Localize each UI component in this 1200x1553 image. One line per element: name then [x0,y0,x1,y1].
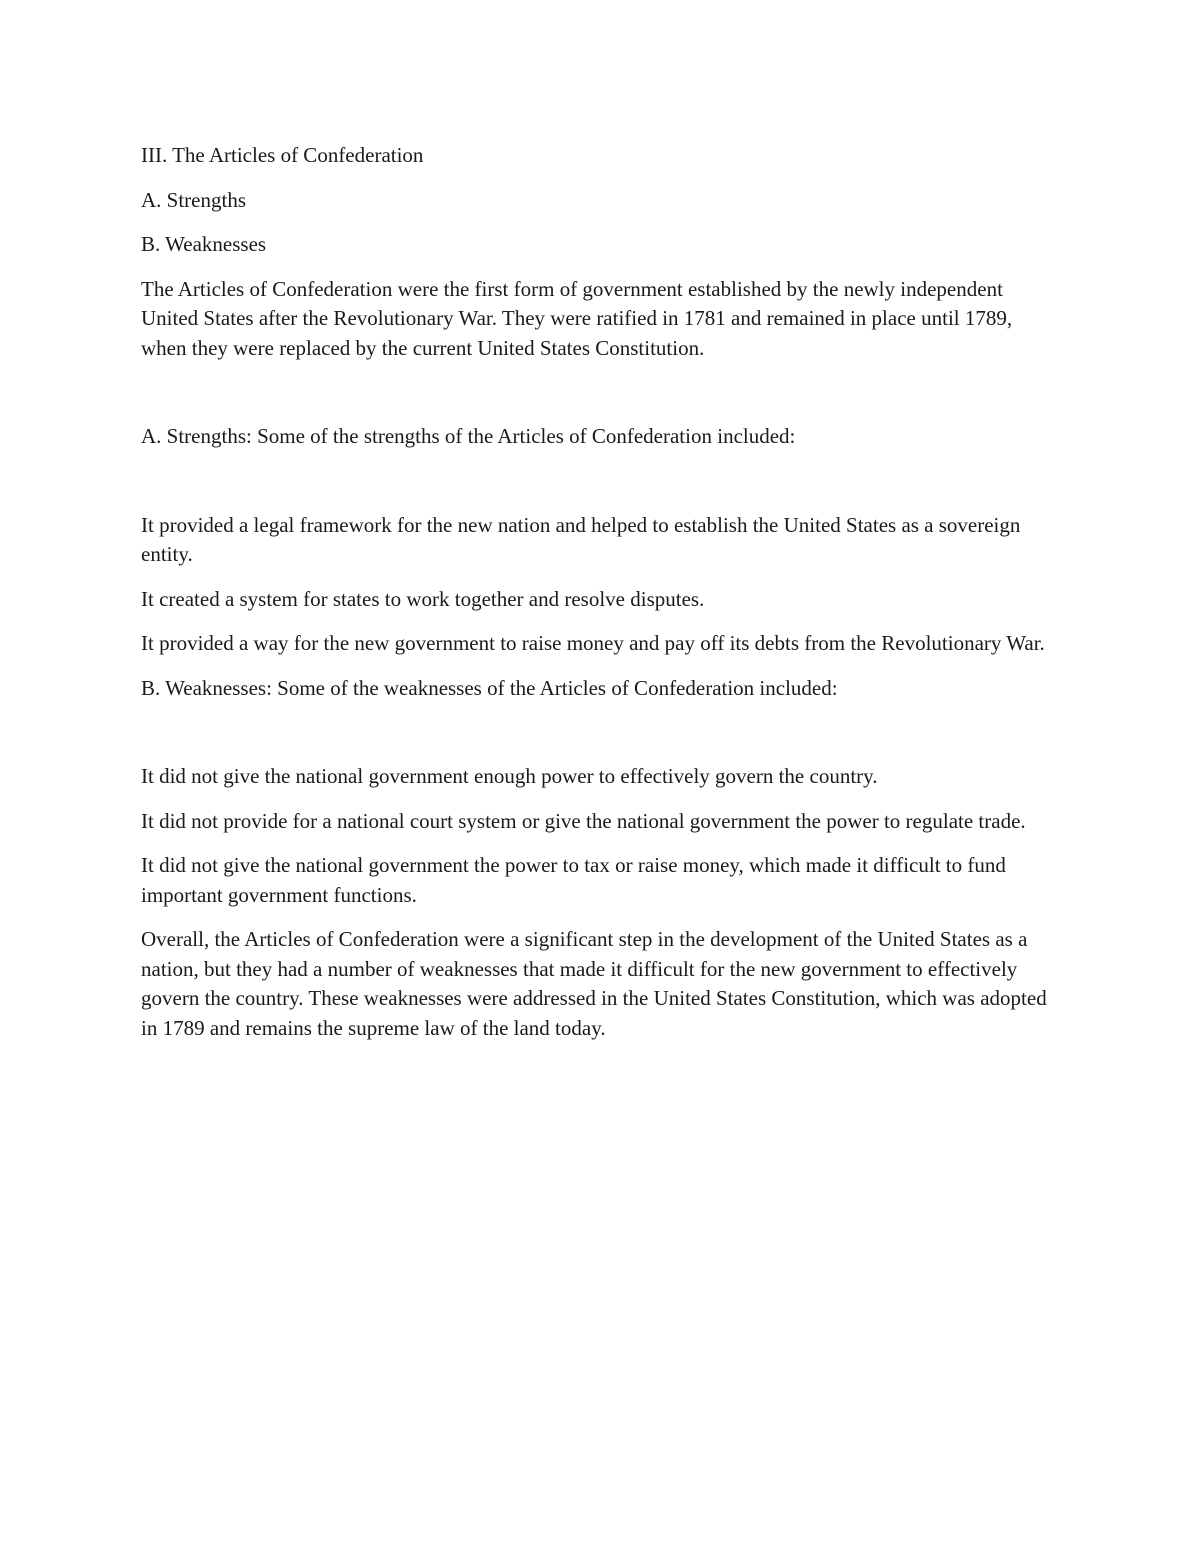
weakness-item: It did not provide for a national court system or give the national government the power to regulate trade. [141,808,1026,833]
document-body [141,141,1061,1058]
conclusion-paragraph: Overall, the Articles of Confederation were a significant step in the development of the United States as a nation, but they had a number of weaknesses that made it difficult for the new government to effectively govern the country. These weaknesses were addressed in the United States Constitution, which was adopted in 1789 and remains the supreme law of the land today. [141,927,1047,1040]
weakness-item: It did not give the national government the power to tax or raise money, which made it difficult to fund important government functions. [141,853,1006,907]
intro-paragraph: The Articles of Confederation were the first form of government established by the newly independent United States after the Revolutionary War. They were ratified in 1781 and remained in place until 1789, when they were replaced by the current United States Constitution. [141,276,1013,360]
strength-item: It provided a legal framework for the new nation and helped to establish the United States as a sovereign entity. [141,512,1021,566]
section-heading: III. The Articles of Confederation [141,143,424,167]
strength-item: It created a system for states to work together and resolve disputes. [141,586,705,611]
weaknesses-heading: B. Weaknesses: Some of the weaknesses of the Articles of Confederation included: [141,675,838,700]
strength-item: It provided a way for the new government to raise money and pay off its debts from the Revolutionary War. [141,631,1045,655]
outline-item-strengths: A. Strengths [141,187,246,212]
strengths-heading: A. Strengths: Some of the strengths of the Articles of Confederation included: [141,424,796,448]
outline-item-weaknesses: B. Weaknesses [141,232,267,256]
weakness-item: It did not give the national government enough power to effectively govern the country. [141,764,878,788]
